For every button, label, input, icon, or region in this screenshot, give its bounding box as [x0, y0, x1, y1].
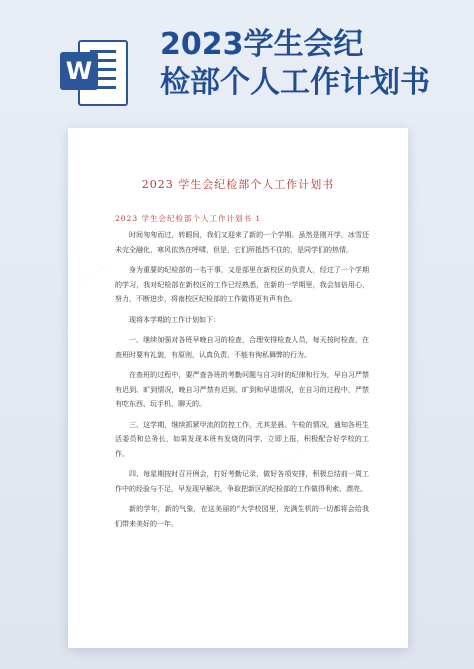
title-line-2: 检部个人工作计划书	[160, 65, 430, 100]
document-body	[115, 228, 369, 537]
document-preview	[68, 128, 408, 648]
word-badge: W	[60, 52, 98, 90]
document-subtitle: 2023 学生会纪检部个人工作计划书 1	[115, 214, 262, 223]
word-document-icon	[60, 38, 126, 104]
watermark: · · · · · ·	[267, 449, 304, 478]
document-title: 2023 学生会纪检部个人工作计划书	[141, 178, 335, 191]
paragraph: 现将本学期的工作计划如下：	[129, 315, 220, 324]
header	[0, 0, 474, 120]
paragraph: 时间匆匆而过，转眼间，我们又迎来了新的一个学期。虽然是刚开学，冰雪还未完全融化，寒风依然在呼啸，但是，它们所抵挡不住的，是同学们的热情。	[115, 231, 369, 254]
page-title	[160, 26, 460, 102]
paragraph: 四、每星期按时召开例会，打好考勤记录，做好各项安排，积极总结前一周工作中的经验与不足，早发现早解决，争取把新区的纪检部的工作做得利索、漂亮。	[115, 470, 369, 493]
paragraph: 在查班的过程中，要严查各班的考勤问题与自习时的纪律和行为，早自习严禁有迟到、旷到情况，晚自习严禁有迟到、旷到和早退情况，在自习的过程中，严禁有吃东西、玩手机、聊天的。	[115, 371, 369, 408]
paragraph: 新的学年，新的气象，在这美丽的“大学校园里，充满生机的一切都将会给我们带来美好的一年。	[115, 505, 369, 528]
paragraph: 一、继续加强对各班早晚自习的检查，合理安排检查人员，每天按时检查，在查班时要有礼貌，有原则，认真负责，不能有徇私舞弊的行为。	[115, 336, 369, 359]
paragraph: 三、这学期，继续抓紧甲流的防控工作，尤其是晨、午检的情况，通知各班生活委员和总务长，如果发现本班有发烧的同学，立即上报，积极配合好学校的工作。	[115, 420, 369, 458]
watermark: · · · · · ·	[77, 259, 114, 288]
title-line-1: 2023学生会纪	[160, 27, 364, 62]
paragraph: 身为重要的纪检部的一名干事，又是部里在新校区的负责人，经过了一个学期的学习，我对纪检部在新校区的工作已经熟悉，在新的一学期里，我会加倍用心，努力，不断进步，将南校区纪检部的工作做得更有声有色。	[115, 266, 369, 303]
